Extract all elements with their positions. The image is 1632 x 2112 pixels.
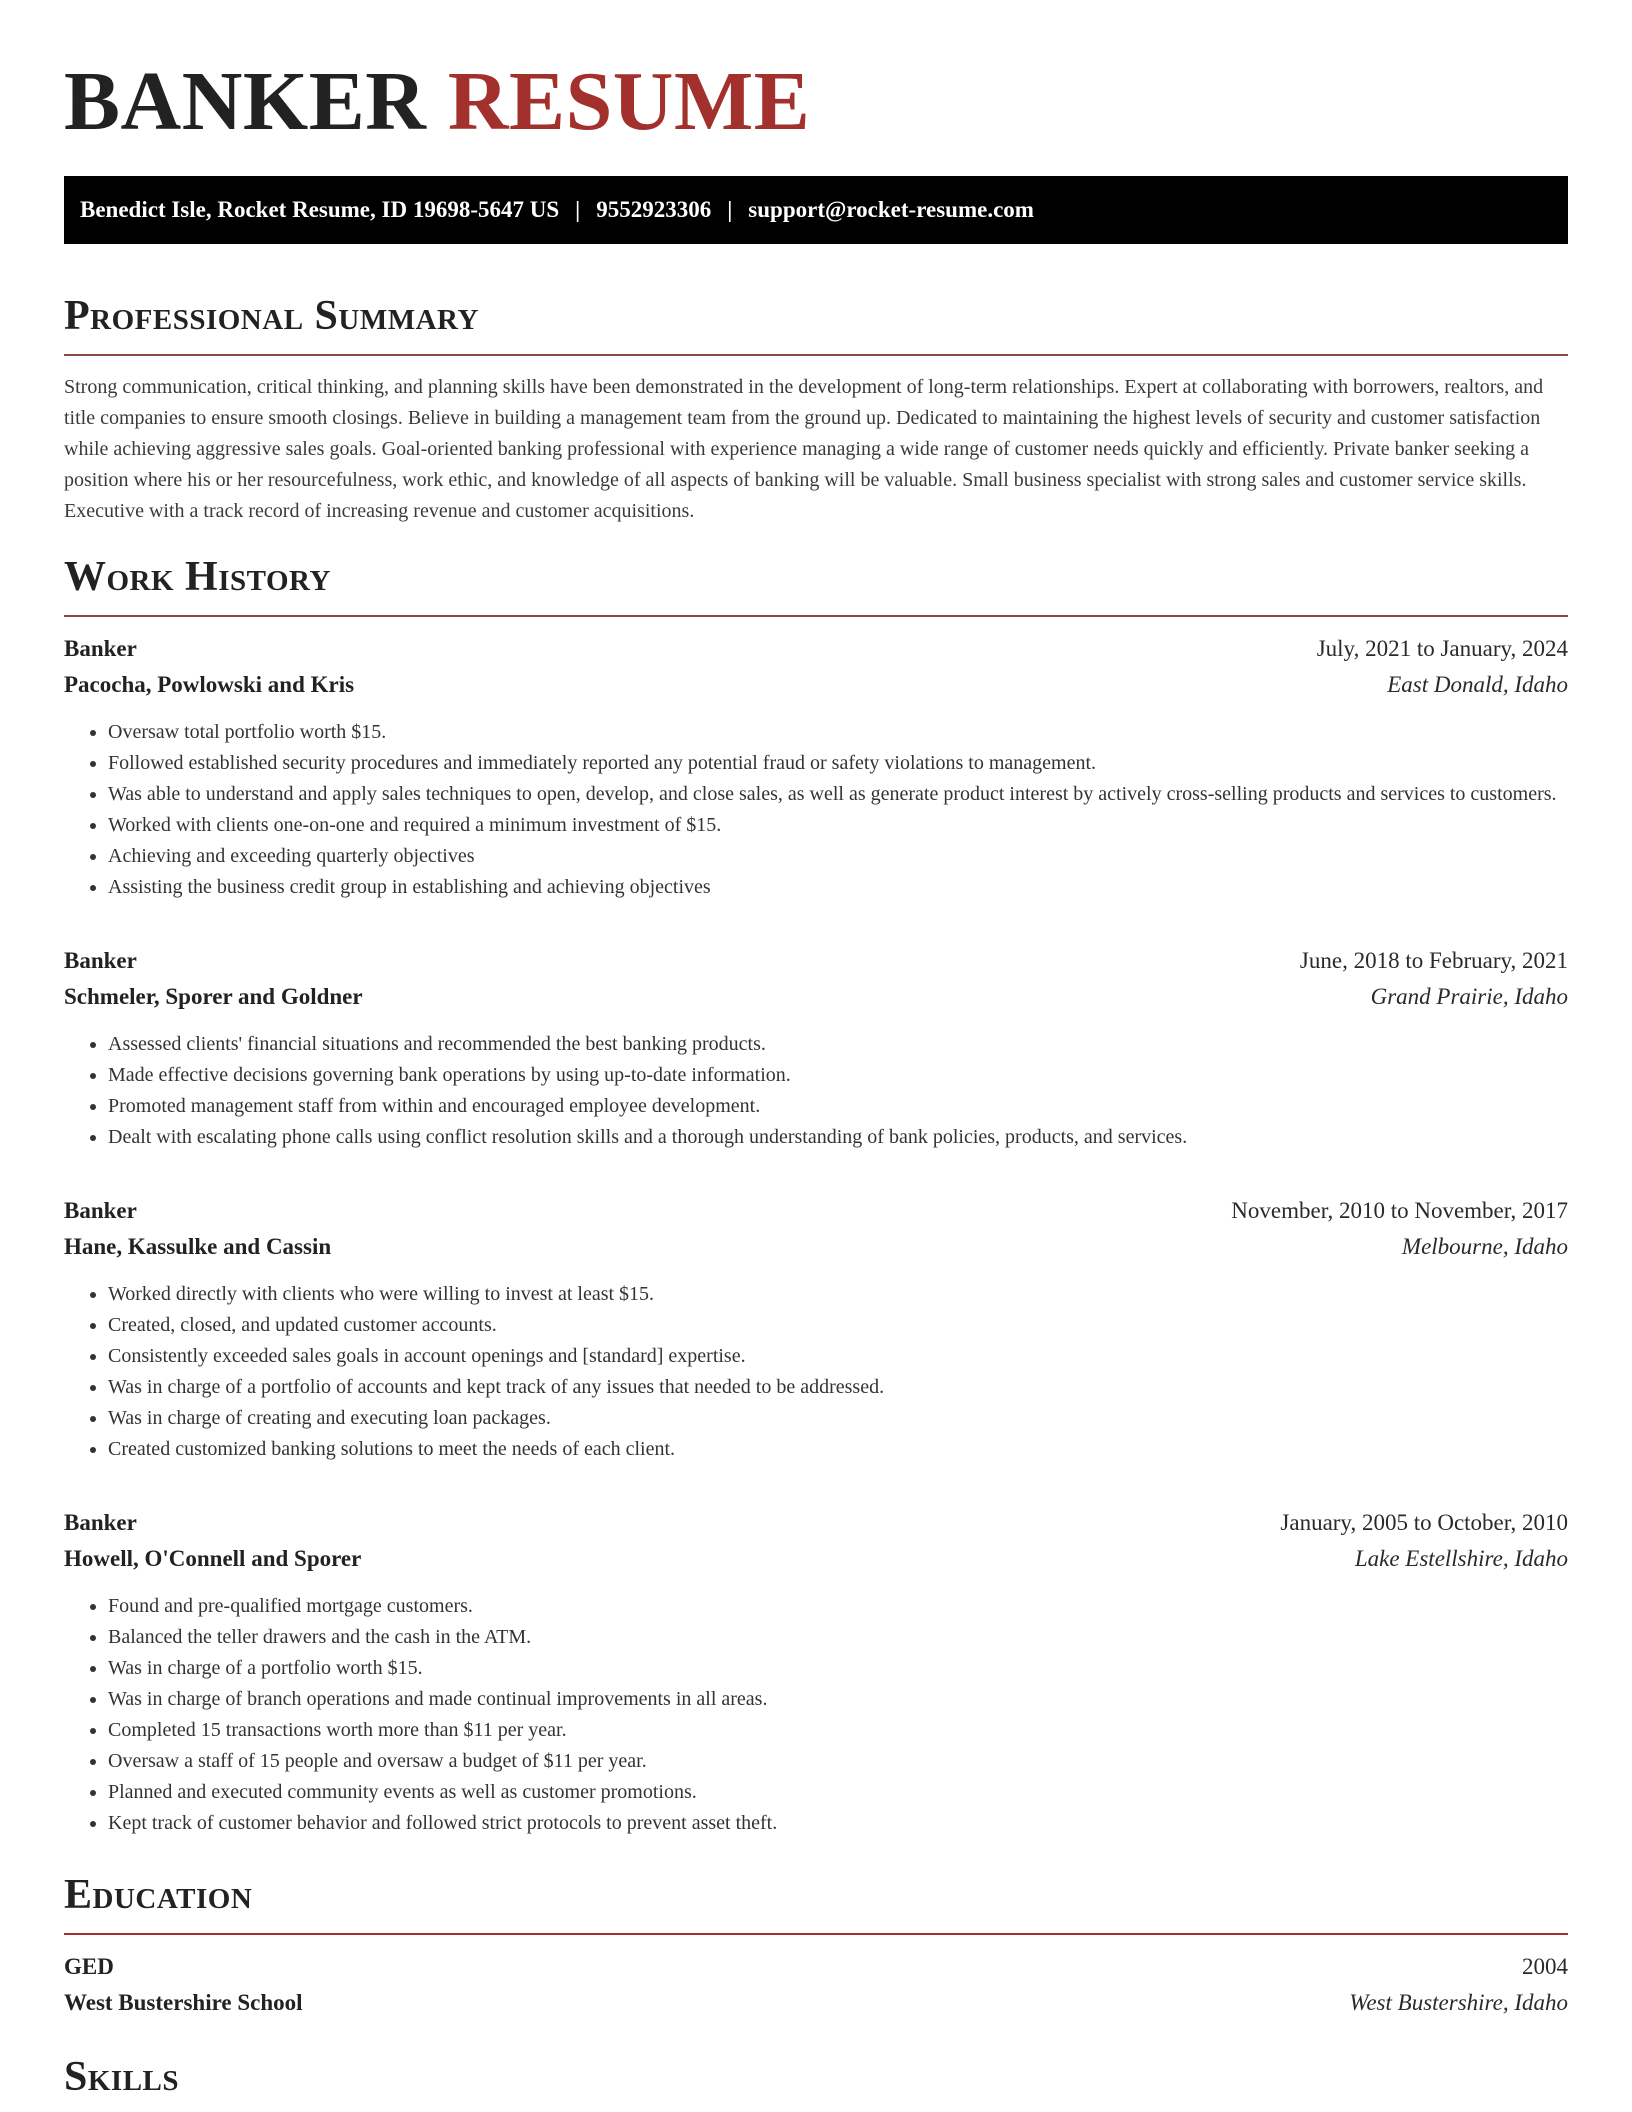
skills-section [64, 2049, 1568, 2105]
job-bullet: • Created, closed, and updated customer accounts. [108, 1310, 1568, 1341]
job-bullet: • Achieving and exceeding quarterly objectives [108, 841, 1568, 872]
job-company: Howell, O'Connell and Sporer [64, 1546, 362, 1571]
job-bullet: • Completed 15 transactions worth more than $11 per year. [108, 1715, 1568, 1746]
job-company: Schmeler, Sporer and Goldner [64, 984, 363, 1009]
job-bullet: • Kept track of customer behavior and followed strict protocols to prevent asset theft. [108, 1808, 1568, 1839]
summary-section [64, 288, 1568, 527]
job-role: Banker [64, 1510, 137, 1535]
job-entry [64, 1505, 1568, 1839]
job-role: Banker [64, 1198, 137, 1223]
job-dates: November, 2010 to November, 2017 [1231, 1198, 1568, 1223]
section-divider [64, 1933, 1568, 1935]
contact-email[interactable]: support@rocket-resume.com [748, 197, 1034, 222]
education-school: West Bustershire School [64, 1990, 303, 2015]
job-bullet: • Followed established security procedures and immediately reported any potential fraud or safety violations to management. [108, 748, 1568, 779]
job-bullets [64, 717, 1568, 903]
job-bullet: • Assisting the business credit group in establishing and achieving objectives [108, 872, 1568, 903]
job-bullet: • Made effective decisions governing bank operations by using up-to-date information. [108, 1060, 1568, 1091]
contact-phone: 9552923306 [596, 197, 712, 222]
job-company: Pacocha, Powlowski and Kris [64, 672, 355, 697]
work-history-section [64, 549, 1568, 1839]
job-bullet: • Dealt with escalating phone calls using conflict resolution skills and a thorough understanding of bank policies, products, and services. [108, 1122, 1568, 1153]
job-bullet: • Planned and executed community events as well as customer promotions. [108, 1777, 1568, 1808]
job-company: Hane, Kassulke and Cassin [64, 1234, 332, 1259]
education-degree: GED [64, 1954, 114, 1979]
section-divider [64, 354, 1568, 356]
job-bullet: • Was in charge of a portfolio of accounts and kept track of any issues that needed to be addressed. [108, 1372, 1568, 1403]
job-bullet: • Consistently exceeded sales goals in account openings and [standard] expertise. [108, 1341, 1568, 1372]
job-location: East Donald, Idaho [1387, 672, 1568, 697]
skills-heading: Skills [64, 2054, 180, 2100]
summary-text: Strong communication, critical thinking, and planning skills have been demonstrated in the development of long-term relationships. Expert at collaborating with borrowers, realtors, and title companies to ensure smooth closings. Believe in building a management team from the ground up. Dedicated to maintaining the highest levels of security and customer satisfaction while achieving aggressive sales goals. Goal-oriented banking professional with experience managing a wide range of customer needs quickly and efficiently. Private banker seeking a position where his or her resourcefulness, work ethic, and knowledge of all aspects of banking will be valuable. Small business specialist with strong sales and customer service skills. Executive with a track record of increasing revenue and customer acquisitions. [64, 376, 1544, 522]
job-bullet: • Worked with clients one-on-one and required a minimum investment of $15. [108, 810, 1568, 841]
contact-bar [64, 176, 1568, 244]
name-second: RESUME [447, 55, 811, 148]
job-bullet: • Oversaw total portfolio worth $15. [108, 717, 1568, 748]
job-location: Melbourne, Idaho [1401, 1234, 1568, 1259]
education-year: 2004 [1522, 1954, 1568, 1979]
resume-title [64, 52, 1568, 152]
job-dates: January, 2005 to October, 2010 [1280, 1510, 1568, 1535]
job-bullet: • Promoted management staff from within and encouraged employee development. [108, 1091, 1568, 1122]
contact-separator: | [727, 197, 733, 222]
contact-address: Benedict Isle, Rocket Resume, ID 19698-5647 US [80, 197, 560, 222]
job-role: Banker [64, 948, 137, 973]
job-dates: June, 2018 to February, 2021 [1299, 948, 1568, 973]
job-bullet: • Was in charge of branch operations and made continual improvements in all areas. [108, 1684, 1568, 1715]
job-bullet: • Created customized banking solutions to meet the needs of each client. [108, 1434, 1568, 1465]
section-divider [64, 615, 1568, 617]
job-entry [64, 1193, 1568, 1465]
job-entry [64, 631, 1568, 903]
job-bullet: • Worked directly with clients who were willing to invest at least $15. [108, 1279, 1568, 1310]
job-bullet: • Was able to understand and apply sales techniques to open, develop, and close sales, as well as generate product interest by actively cross-selling products and services to customers. [108, 779, 1568, 810]
job-bullet: • Found and pre-qualified mortgage customers. [108, 1591, 1568, 1622]
education-section [64, 1867, 1568, 2021]
education-entry [64, 1949, 1568, 2021]
job-bullet: • Oversaw a staff of 15 people and oversaw a budget of $11 per year. [108, 1746, 1568, 1777]
job-location: Grand Prairie, Idaho [1370, 984, 1568, 1009]
work-history-heading: Work History [64, 554, 331, 600]
job-bullet: • Was in charge of creating and executing loan packages. [108, 1403, 1568, 1434]
education-location: West Bustershire, Idaho [1349, 1990, 1568, 2015]
name-first: BANKER [64, 55, 427, 148]
job-bullets [64, 1279, 1568, 1465]
job-dates: July, 2021 to January, 2024 [1316, 636, 1568, 661]
job-bullet: • Assessed clients' financial situations and recommended the best banking products. [108, 1029, 1568, 1060]
job-location: Lake Estellshire, Idaho [1354, 1546, 1568, 1571]
contact-separator: | [575, 197, 581, 222]
job-role: Banker [64, 636, 137, 661]
summary-heading: Professional Summary [64, 293, 479, 339]
job-bullet: • Balanced the teller drawers and the cash in the ATM. [108, 1622, 1568, 1653]
education-heading: Education [64, 1872, 253, 1918]
job-bullets [64, 1591, 1568, 1839]
job-bullets [64, 1029, 1568, 1153]
job-entry [64, 943, 1568, 1153]
job-bullet: • Was in charge of a portfolio worth $15. [108, 1653, 1568, 1684]
